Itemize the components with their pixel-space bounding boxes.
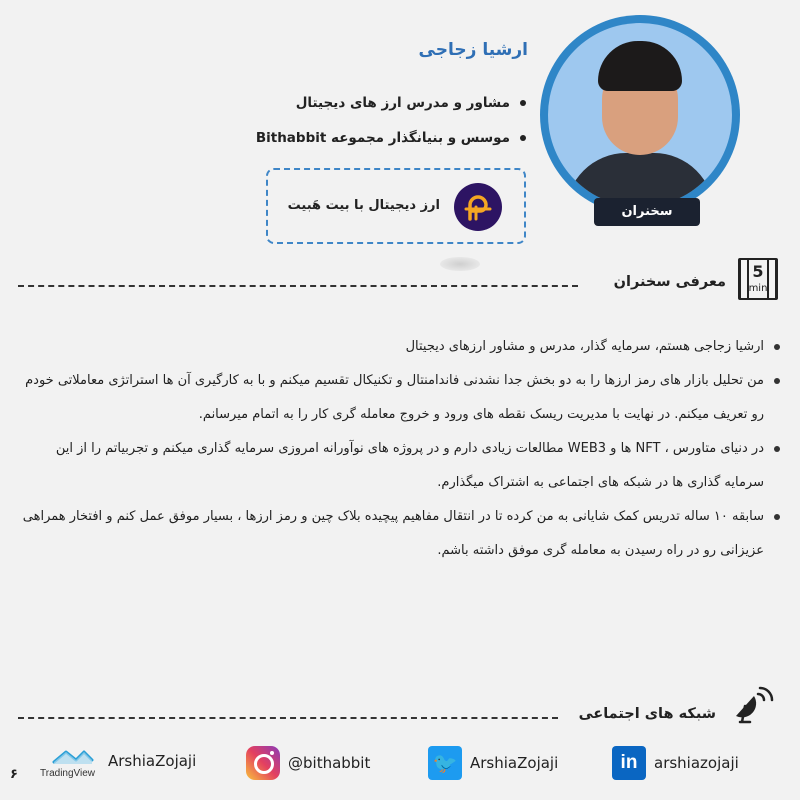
twitter-link[interactable] — [428, 743, 558, 783]
instagram-link[interactable] — [246, 743, 370, 783]
intro-section-title: معرفی سخنران — [613, 274, 726, 290]
instagram-handle: @bithabbit — [288, 754, 371, 772]
speaker-bio — [22, 330, 782, 568]
satellite-dish-icon — [728, 686, 778, 726]
brand-card — [266, 168, 526, 244]
speaker-tag: سخنران — [594, 198, 700, 226]
bio-item: در دنیای متاورس ، NFT ها و WEB3 مطالعات زیادی دارم و در پروژه های نوآورانه امروزی سرمایه گذاری میکنم و تجربیاتم را از این سرمایه گذاری ها در شبکه های اجتماعی به اشتراک میگذارم. — [22, 432, 782, 500]
bio-item: ارشیا زجاجی هستم، سرمایه گذار، مدرس و مشاور ارزهای دیجیتال — [22, 330, 782, 364]
twitter-icon: 🐦 — [428, 746, 462, 780]
social-section-title: شبکه های اجتماعی — [578, 706, 716, 722]
speaker-photo — [540, 15, 740, 215]
section-divider — [18, 717, 558, 719]
duration-number: 5 — [752, 262, 764, 281]
instagram-icon — [246, 746, 280, 780]
speaker-photo-image — [548, 23, 732, 207]
linkedin-link[interactable] — [612, 743, 739, 783]
intro-section-header — [18, 258, 778, 298]
social-section-header — [18, 682, 778, 722]
twitter-handle: ArshiaZojaji — [470, 754, 559, 772]
tradingview-handle[interactable]: ArshiaZojaji — [108, 752, 197, 770]
bio-item: سابقه ۱۰ ساله تدریس کمک شایانی به من کرده تا در انتقال مفاهیم پیچیده بلاک چین و رمز ارزها ، بسیار موفق عمل کنم و افتخار همراهی عزیزانی رو در راه رسیدن به معامله گری موفق داشته باشم. — [22, 500, 782, 568]
bio-item: من تحلیل بازار های رمز ارزها را به دو بخش جدا نشدنی فاندامنتال و تکنیکال تقسیم میکنم و با به کارگیری آن ها استراتژی معاملاتی خودم رو تعریف میکنم. در نهایت با مدیریت ریسک نقطه های ورود و خروج معامله گری کار را به اتمام میرسانم. — [22, 364, 782, 432]
speaker-roles — [256, 86, 528, 156]
speaker-role-item: موسس و بنیانگذار مجموعه Bithabbit — [256, 121, 528, 156]
speaker-name: ارشیا زجاجی — [418, 40, 528, 60]
section-divider — [18, 285, 578, 287]
linkedin-icon: in — [612, 746, 646, 780]
tradingview-brand: TradingView — [40, 768, 96, 779]
duration-unit: min — [748, 283, 768, 294]
page-number: ۶ — [10, 767, 18, 782]
speaker-role-item: مشاور و مدرس ارز های دیجیتال — [256, 86, 528, 121]
bithabbit-logo — [454, 183, 502, 231]
brand-text: ارز دیجیتال با بیت هَبیت — [287, 198, 440, 213]
linkedin-handle: arshiazojaji — [654, 754, 739, 772]
photo-hair — [598, 41, 682, 91]
clock-5min-icon — [738, 258, 778, 300]
